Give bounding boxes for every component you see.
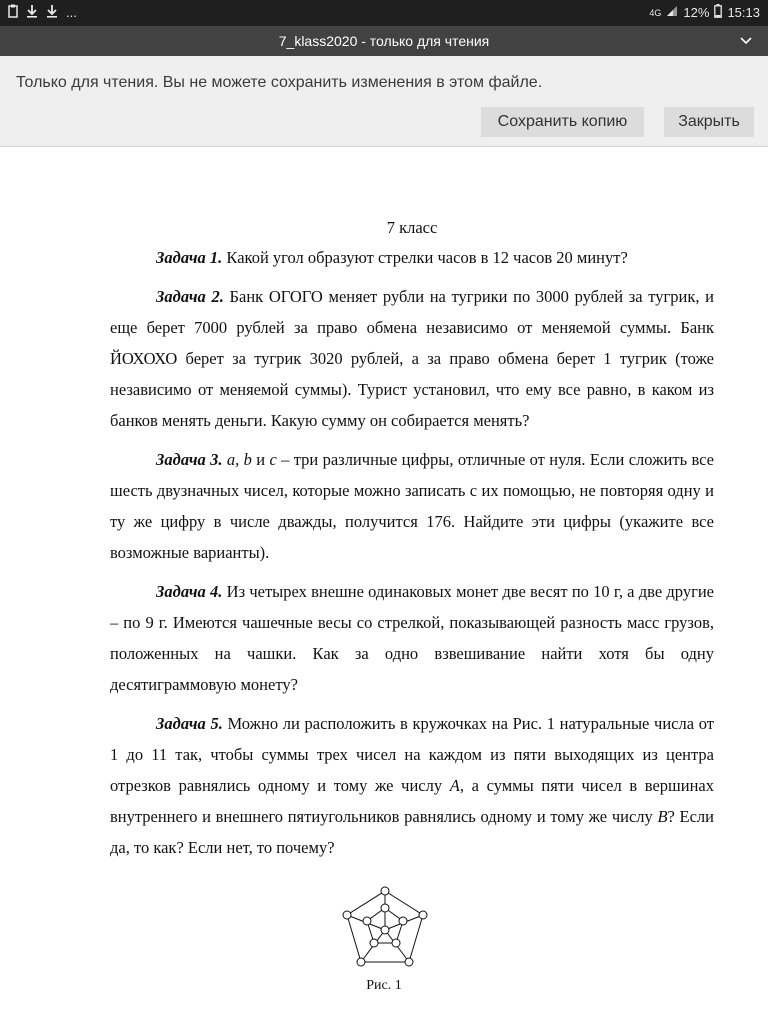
- chevron-down-icon[interactable]: [738, 32, 754, 48]
- task-label: Задача 4.: [156, 582, 223, 601]
- clock: 15:13: [727, 5, 760, 20]
- grade-heading: 7 класс: [386, 218, 438, 237]
- task-label: Задача 1.: [156, 248, 223, 267]
- battery-level: 12%: [683, 5, 710, 20]
- status-bar-right: [649, 4, 760, 22]
- battery-icon: [714, 4, 722, 22]
- task-3: [110, 444, 714, 568]
- more-notifications: ...: [66, 5, 77, 20]
- task-text: Из четырех внешне одинаковых монет две весят по 10 г, а две другие – по 9 г. Имеются чашечные весы со стрелкой, показывающей разность масс грузов, положенных на чашки. Как за одно взвешивание найти хотя бы одну десятиграммовую монету?: [110, 582, 715, 694]
- download-icon: [46, 4, 58, 22]
- task-text: Банк ОГОГО меняет рубли на тугрики по 3000 рублей за тугрик, и еще берет 7000 рублей за право обмена независимо от меняемой суммы. Банк ЙОХОХО берет за тугрик 3020 рублей, а за право обмена берет 1 тугрик (тоже независимо от меняемой суммы). Турист установил, что ему все равно, в каком из банков менять деньги. Какую сумму он собирается менять?: [110, 287, 714, 430]
- variable-c: c: [269, 450, 277, 469]
- clipboard-icon: [8, 4, 18, 22]
- variable-A: A: [449, 776, 460, 795]
- task-text: Какой угол образуют стрелки часов в 12 часов 20 минут?: [222, 248, 628, 267]
- variable-b: b: [243, 450, 252, 469]
- read-only-banner: [0, 56, 768, 147]
- status-bar-left: [8, 4, 77, 22]
- network-type: 4G: [649, 8, 662, 18]
- task-5: [110, 708, 714, 863]
- task-text: Можно ли расположить в кружочках на Рис. 1 натуральные числа от 1 до 11 так, чтобы суммы трех чисел на каждом из пяти выходящих из центра отрезков равнялись одному и тому же числу: [110, 714, 714, 795]
- task-label: Задача 3.: [156, 450, 223, 469]
- download-icon: [26, 4, 38, 22]
- separator: ,: [235, 450, 244, 469]
- pentagon-figure: [340, 882, 430, 972]
- task-text: ? Если да, то как? Если нет, то почему?: [110, 807, 715, 857]
- document-title: 7_klass2020 - только для чтения: [278, 33, 490, 49]
- variable-B: B: [657, 807, 668, 826]
- task-label: Задача 5.: [156, 714, 223, 733]
- signal-icon: [666, 5, 678, 21]
- task-text: – три различные цифры, отличные от нуля. Если сложить все шесть двузначных чисел, которые можно записать с их помощью, не повторяя одну и ту же цифру в числе дважды, получится 176. Найдите эти цифры (укажите все возможные варианты).: [110, 450, 715, 562]
- separator: и: [251, 450, 270, 469]
- task-4: [110, 576, 714, 700]
- save-copy-button[interactable]: Сохранить копию: [481, 107, 644, 137]
- variable-a: a: [226, 450, 236, 469]
- task-1: [110, 242, 714, 273]
- close-button[interactable]: Закрыть: [664, 107, 754, 137]
- task-2: [110, 281, 714, 436]
- read-only-message: Только для чтения. Вы не можете сохранить изменения в этом файле.: [16, 74, 543, 91]
- document-page: [110, 215, 714, 871]
- status-bar: [0, 0, 768, 26]
- figure-caption: Рис. 1: [366, 978, 402, 993]
- task-label: Задача 2.: [156, 287, 224, 306]
- title-bar: [0, 26, 768, 56]
- task-text: , а суммы пяти чисел в вершинах внутреннего и внешнего пятиугольников равнялись одному и тому же числу: [110, 776, 714, 826]
